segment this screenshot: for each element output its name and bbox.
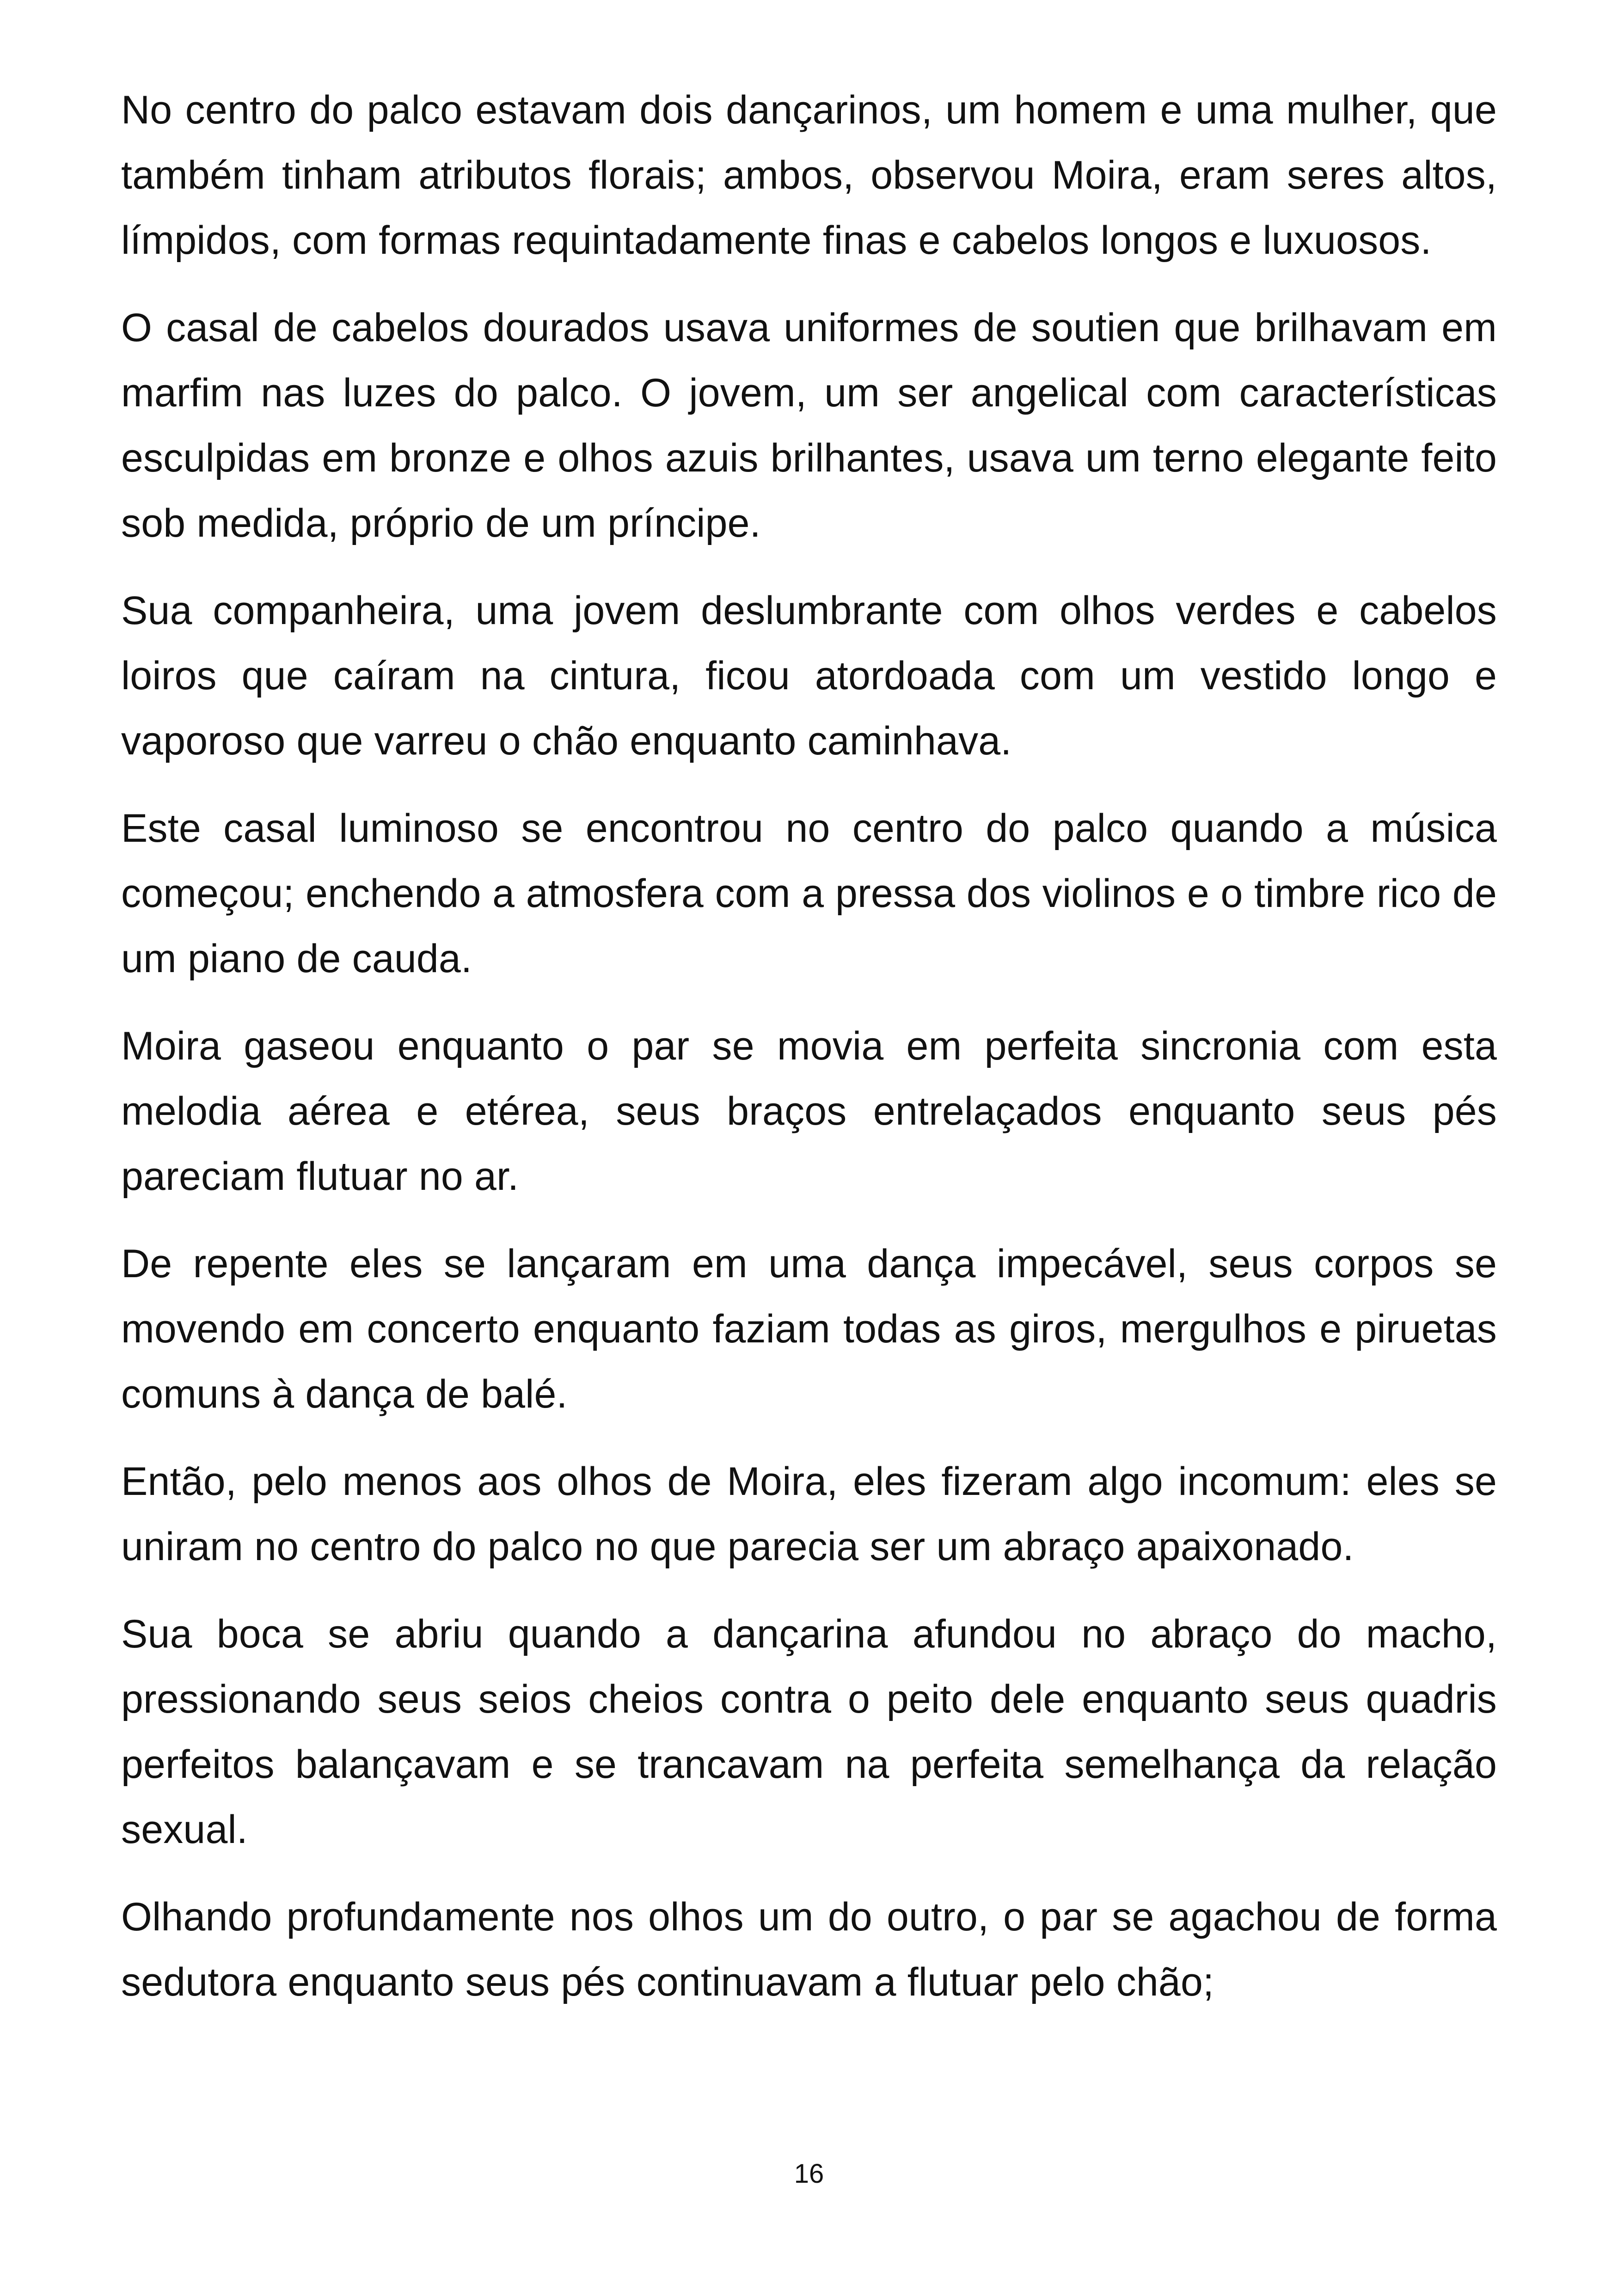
paragraph: Sua boca se abriu quando a dançarina afundou no abraço do macho, pressionando seus seios cheios contra o peito dele enquanto seus quadris perfeitos balançavam e se trancavam na perfeita semelhança da relação sexual. bbox=[121, 1612, 1497, 1852]
paragraph: No centro do palco estavam dois dançarinos, um homem e uma mulher, que também tinham atributos florais; ambos, observou Moira, eram seres altos, límpidos, com formas requintadamente finas e cabelos longos e luxuosos. bbox=[121, 88, 1497, 263]
paragraph: Sua companheira, uma jovem deslumbrante com olhos verdes e cabelos loiros que caíram na cintura, ficou atordoada com um vestido longo e vaporoso que varreu o chão enquanto caminhava. bbox=[121, 588, 1497, 763]
page-number: 16 bbox=[794, 2159, 824, 2189]
paragraph: Olhando profundamente nos olhos um do outro, o par se agachou de forma sedutora enquanto seus pés continuavam a flutuar pelo chão; bbox=[121, 1895, 1497, 2004]
paragraph: Este casal luminoso se encontrou no centro do palco quando a música começou; enchendo a atmosfera com a pressa dos violinos e o timbre rico de um piano de cauda. bbox=[121, 806, 1497, 981]
body-text bbox=[121, 78, 1497, 2037]
paragraph: Então, pelo menos aos olhos de Moira, eles fizeram algo incomum: eles se uniram no centro do palco no que parecia ser um abraço apaixonado. bbox=[121, 1459, 1497, 1569]
paragraph: De repente eles se lançaram em uma dança impecável, seus corpos se movendo em concerto enquanto faziam todas as giros, mergulhos e piruetas comuns à dança de balé. bbox=[121, 1242, 1497, 1416]
paragraph: O casal de cabelos dourados usava uniformes de soutien que brilhavam em marfim nas luzes do palco. O jovem, um ser angelical com características esculpidas em bronze e olhos azuis brilhantes, usava um terno elegante feito sob medida, próprio de um príncipe. bbox=[121, 306, 1497, 545]
paragraph: Moira gaseou enquanto o par se movia em perfeita sincronia com esta melodia aérea e etérea, seus braços entrelaçados enquanto seus pés pareciam flutuar no ar. bbox=[121, 1024, 1497, 1199]
